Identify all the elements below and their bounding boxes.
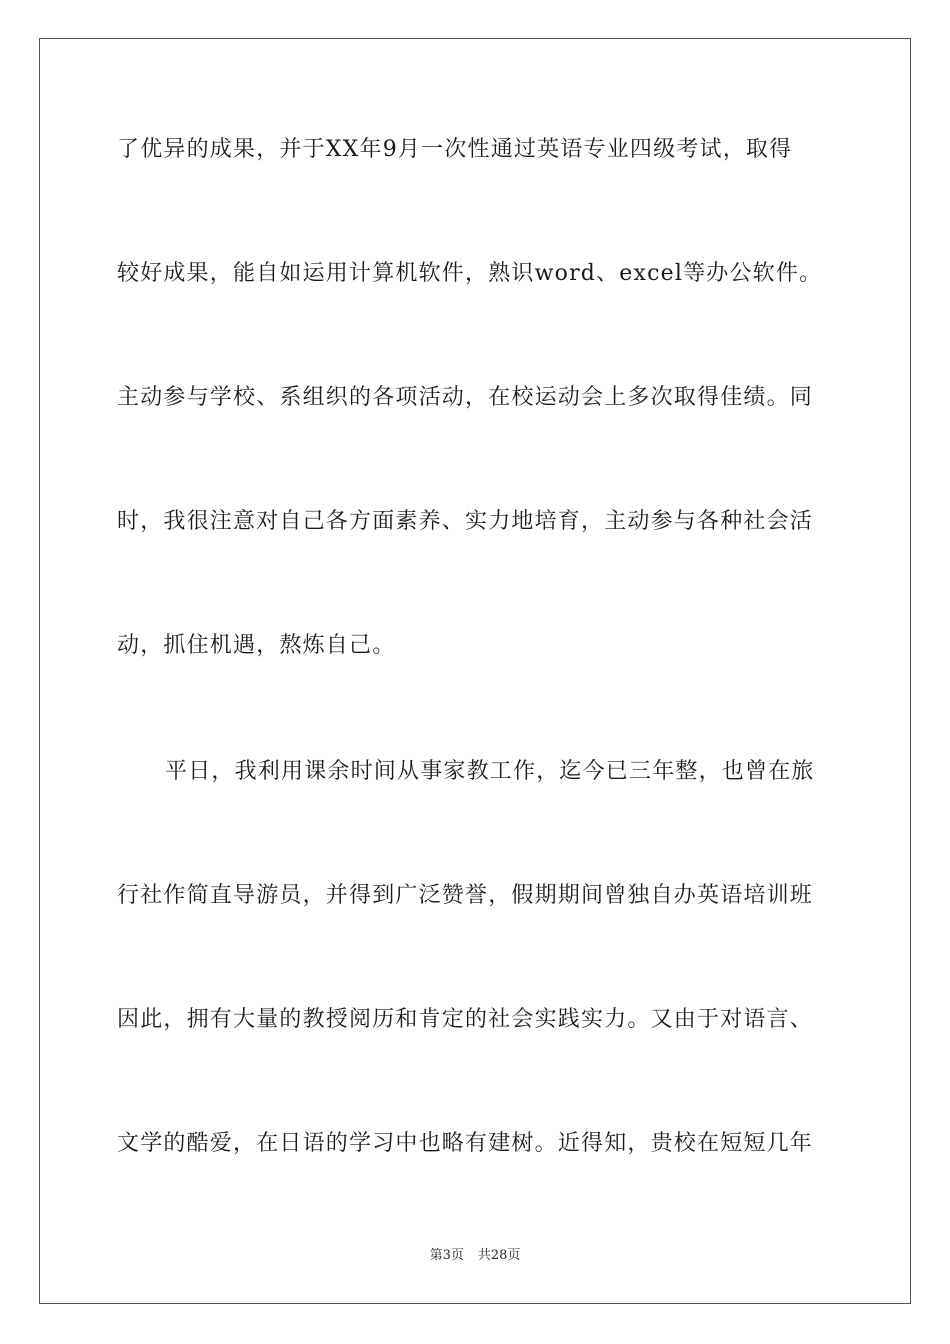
body-text-line: 时，我很注意对自己各方面素养、实力地培育，主动参与各种社会活 <box>117 509 814 534</box>
body-text-line: 行社作简直导游员，并得到广泛赞誉，假期期间曾独自办英语培训班 <box>117 883 814 908</box>
body-text-line: 较好成果，能自如运用计算机软件，熟识word、excel等办公软件。 <box>117 261 823 286</box>
page-frame <box>39 38 911 1304</box>
body-text-line: 因此，拥有大量的教授阅历和肯定的社会实践实力。又由于对语言、 <box>117 1007 814 1032</box>
paragraph-first-line: 平日，我利用课余时间从事家教工作，迄今已三年整，也曾在旅 <box>165 759 815 784</box>
body-text-line: 文学的酷爱，在日语的学习中也略有建树。近得知，贵校在短短几年 <box>117 1131 814 1156</box>
total-page-count: 共28页 <box>477 1248 521 1263</box>
body-text-line: 主动参与学校、系组织的各项活动，在校运动会上多次取得佳绩。同 <box>117 385 814 410</box>
body-text-line: 了优异的成果，并于XX年9月一次性通过英语专业四级考试，取得 <box>117 137 793 162</box>
current-page-number: 第3页 <box>429 1248 464 1263</box>
page-footer <box>0 1246 950 1266</box>
body-text-line: 动，抓住机遇，熬炼自己。 <box>117 633 396 658</box>
